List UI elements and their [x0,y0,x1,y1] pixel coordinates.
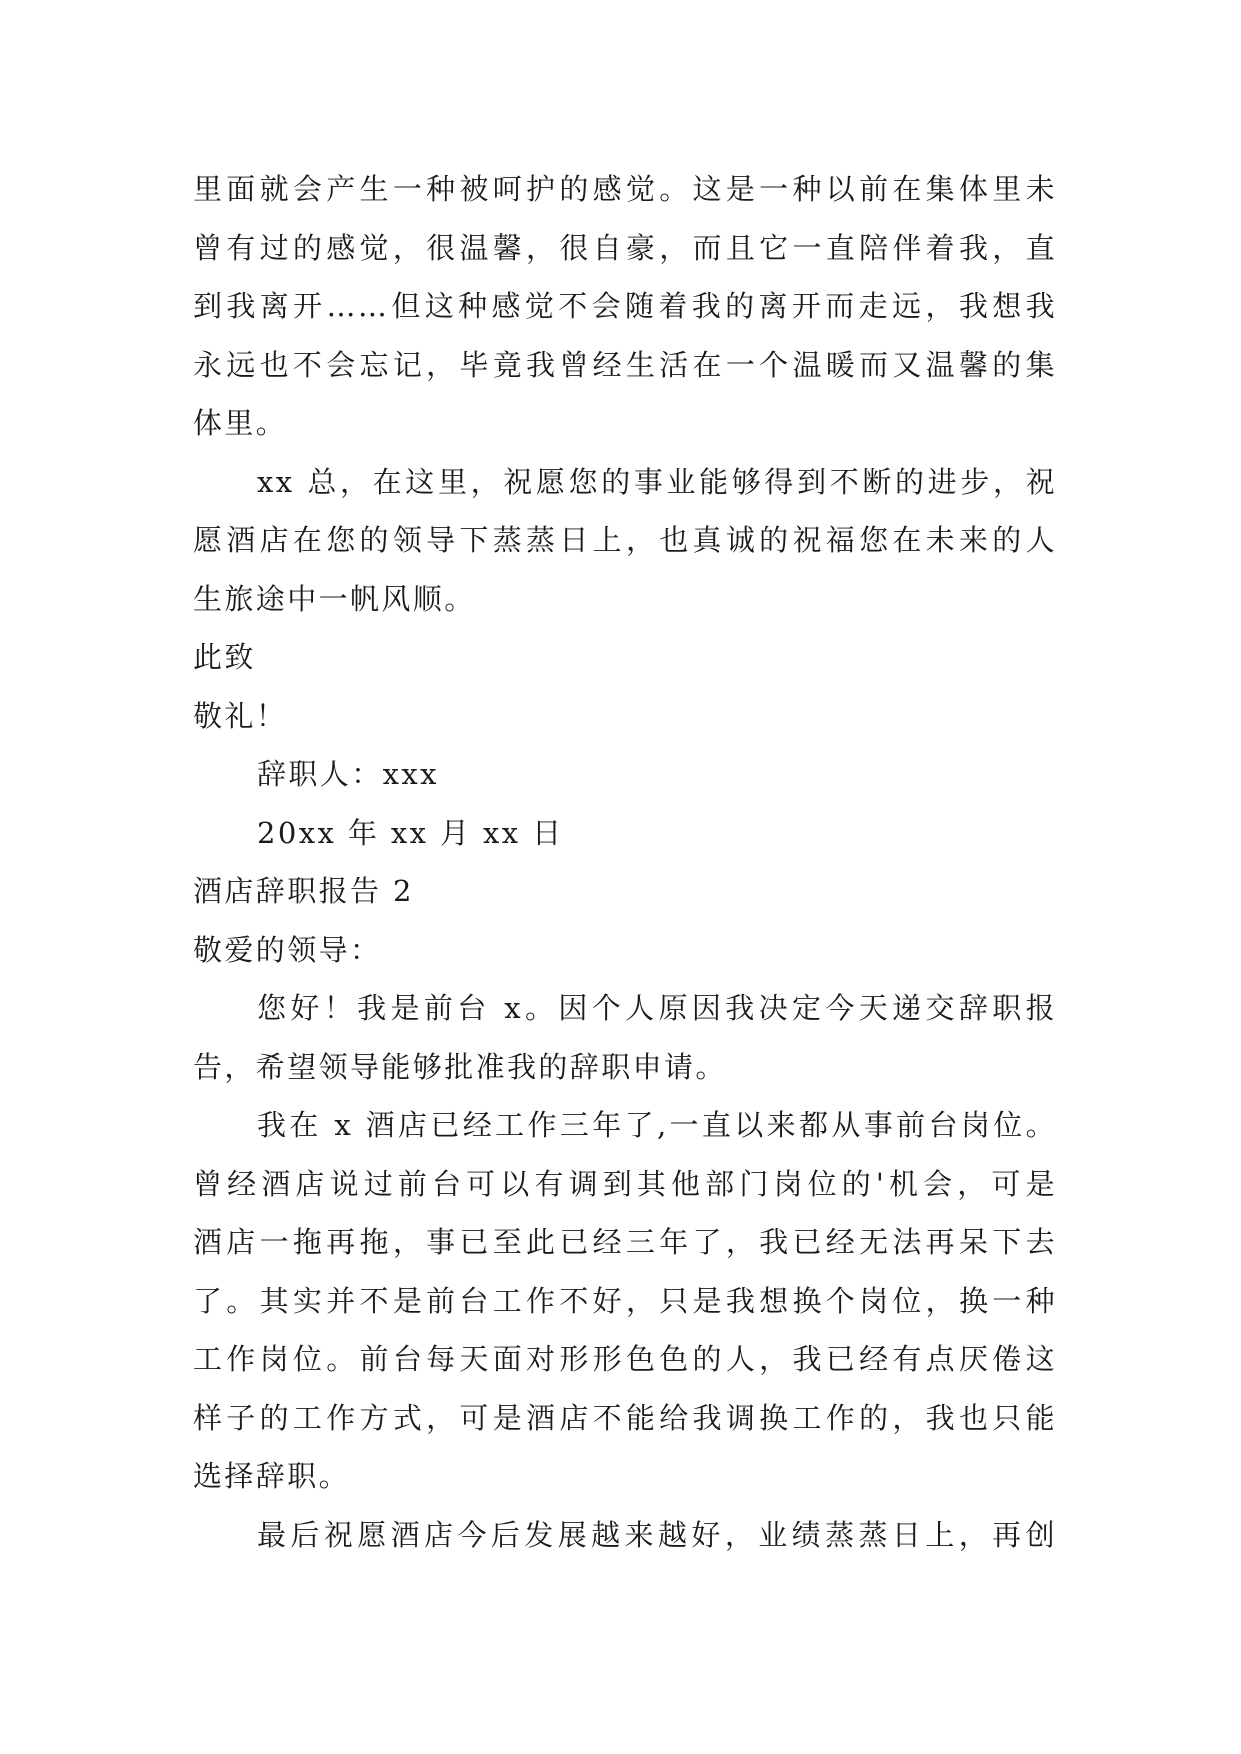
paragraph-line: 您好！我是前台 x。因个人原因我决定今天递交辞职报 [257,991,1057,1025]
paragraph-line: 我在 x 酒店已经工作三年了,一直以来都从事前台岗位。 [257,1108,1057,1142]
paragraph-line: 了。其实并不是前台工作不好，只是我想换个岗位，换一种 [193,1283,1057,1318]
paragraph-line: xx 总，在这里，祝愿您的事业能够得到不断的进步，祝 [257,464,1057,499]
paragraph-line: 最后祝愿酒店今后发展越来越好，业绩蒸蒸日上，再创 [257,1517,1057,1552]
paragraph-line: 告，希望领导能够批准我的辞职申请。 [193,1049,727,1084]
document-body [193,160,1057,1564]
paragraph-line: 工作岗位。前台每天面对形形色色的人，我已经有点厌倦这 [193,1342,1057,1376]
paragraph-line: 愿酒店在您的领导下蒸蒸日上，也真诚的祝福您在未来的人 [193,523,1057,557]
paragraph-line: 样子的工作方式，可是酒店不能给我调换工作的，我也只能 [193,1400,1057,1435]
paragraph-line: 酒店一拖再拖，事已至此已经三年了，我已经无法再呆下去 [193,1225,1057,1259]
closing-salutation: 敬礼！ [193,698,288,733]
paragraph-line: 生旅途中一帆风顺。 [193,581,476,616]
paragraph-line: 永远也不会忘记，毕竟我曾经生活在一个温暖而又温馨的集 [193,347,1057,382]
paragraph-line: 选择辞职。 [193,1459,351,1493]
closing-line: 此致 [193,640,256,674]
paragraph-line: 到我离开……但这种感觉不会随着我的离开而走远，我想我 [193,289,1057,323]
signature-line: 辞职人：xxx [257,757,439,791]
section-title: 酒店辞职报告 2 [193,874,414,908]
paragraph-line: 体里。 [193,406,288,440]
date-line: 20xx 年 xx 月 xx 日 [257,815,564,850]
paragraph-line: 曾经酒店说过前台可以有调到其他部门岗位的'机会，可是 [193,1166,1057,1201]
paragraph-line: 曾有过的感觉，很温馨，很自豪，而且它一直陪伴着我，直 [193,230,1057,265]
greeting-line: 敬爱的领导： [193,932,382,967]
paragraph-line: 里面就会产生一种被呵护的感觉。这是一种以前在集体里未 [193,172,1057,206]
